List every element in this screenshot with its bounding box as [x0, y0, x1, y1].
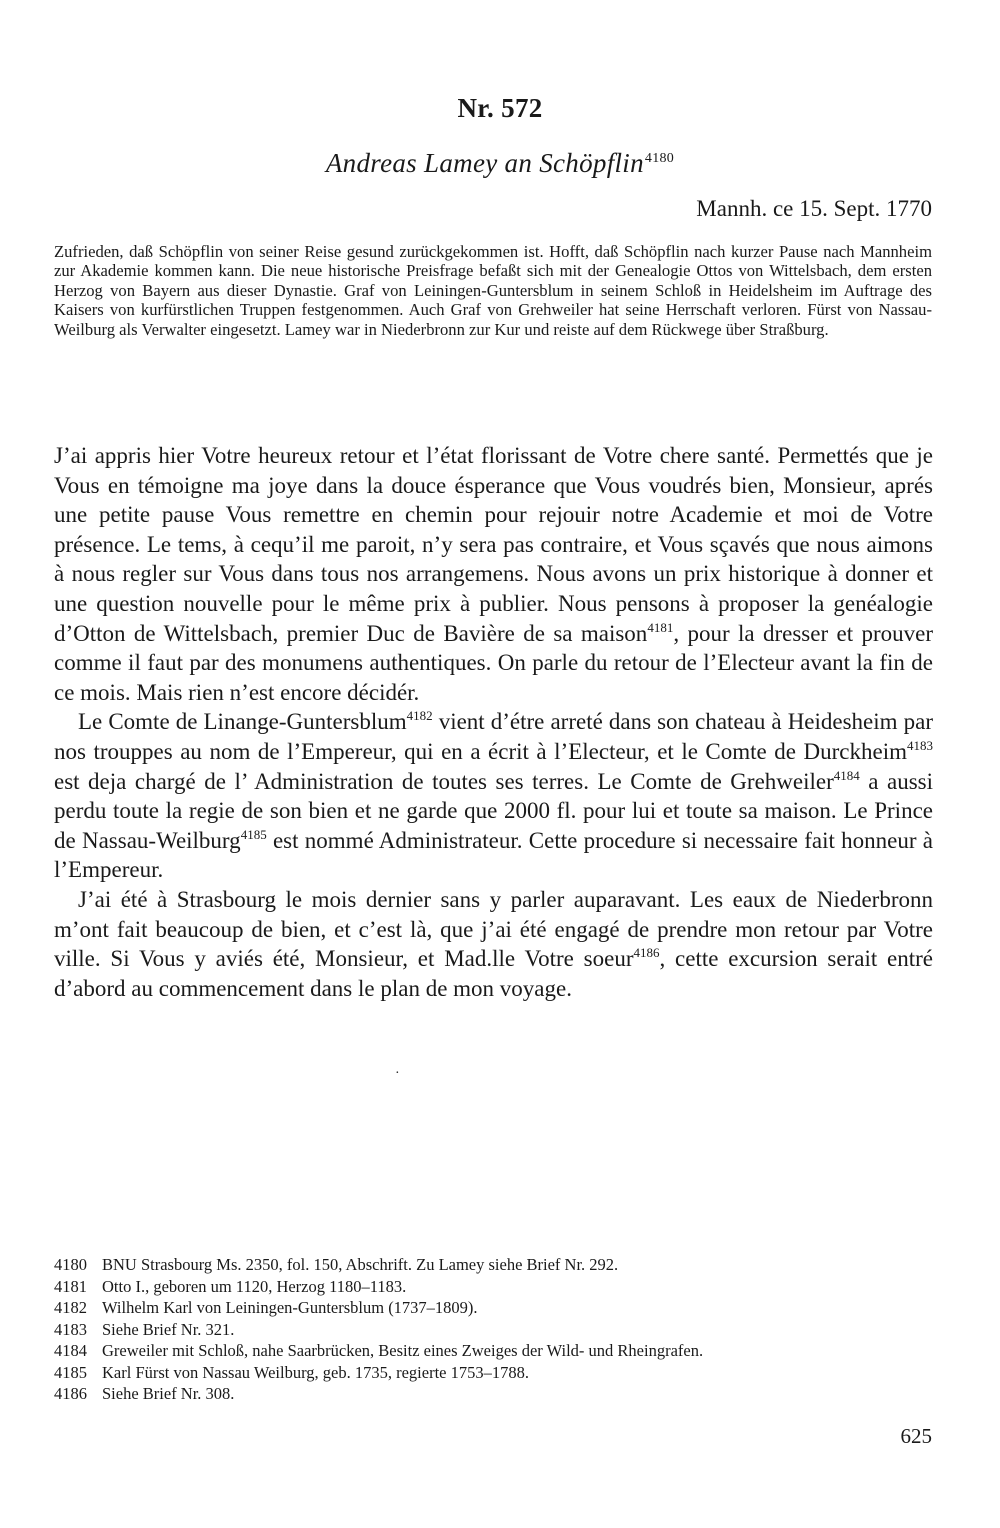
paragraph-text: est deja chargé de l’ Administration de toutes ses terres. Le Comte de Grehweiler — [54, 768, 834, 794]
footnote-text: Karl Fürst von Nassau Weilburg, geb. 1735, regierte 1753–1788. — [102, 1362, 529, 1382]
footnote-text: Otto I., geboren um 1120, Herzog 1180–1183. — [102, 1276, 407, 1296]
paragraph-text: , cette excursion serait entré d’abord au commencement dans le plan de mon voyage. — [54, 946, 933, 1001]
footnote-number: 4181 — [54, 1276, 87, 1296]
footnote — [54, 1276, 934, 1298]
footnote-number: 4183 — [54, 1319, 87, 1339]
paragraph-text: a aussi perdu toute la regie de son bien et ne garde que 2000 fl. pour lui et toute sa maison. Le Prince de Nassau-Weilburg — [54, 768, 933, 853]
footnote-text: Siehe Brief Nr. 308. — [102, 1384, 235, 1403]
footnote-ref: 4182 — [406, 708, 433, 724]
footnote-text: BNU Strasbourg Ms. 2350, fol. 150, Abschrift. Zu Lamey siehe Brief Nr. 292. — [102, 1255, 619, 1274]
paragraph-3 — [54, 885, 933, 1003]
footnote — [54, 1383, 934, 1405]
paragraph-text: Le Comte de Linange-Guntersblum — [78, 709, 407, 735]
footnote-text: Siehe Brief Nr. 321. — [102, 1319, 235, 1339]
paragraph-text: J’ai appris hier Votre heureux retour et l’état florissant de Votre chere santé. Permettés que je Vous en témoigne ma joye dans la douce ésperance que Vous voudrés bien, Monsieur, aprés une petite pause Vous remettre en chemin pour rejouir notre Academie et moi de Votre présence. Le tems, à cequ’il me paroit, n’y sera pas contraire, et Vous sçavés que nous aimons à nous regler sur Vous dans tous nos arrangemens. Nous avons un prix historique à donner et une question nouvelle pour le même prix à publier. Nous pensons à proposer la genéalogie d’Otton de Wittelsbach, premier Duc de Bavière de sa maison — [54, 443, 933, 646]
letter-number: Nr. 572 — [457, 93, 543, 123]
footnote-ref: 4183 — [907, 737, 933, 753]
german-summary: Zufrieden, daß Schöpflin von seiner Reise gesund zurückgekommen ist. Hofft, daß Schöpflin nach kurzer Pause nach Mannheim zur Akademie kommen kann. Die neue historische Preisfrage befaßt sich mit der Genealogie Ottos von Wittelsbach, dem ersten Herzog von Bayern aus dieser Dynastie. Graf von Leiningen-Guntersblum in seinem Schloß in Heidelsheim im Auftrage des Kaisers von kurfürstlichen Truppen festgenommen. Auch Graf von Grehweiler hat seine Herrschaft verloren. Fürst von Nassau-Weilburg als Verwalter eingesetzt. Lamey war in Niederbronn zur Kur und reiste auf dem Rückwege über Straßburg. — [54, 242, 932, 339]
footnote-number: 4184 — [54, 1341, 87, 1360]
footnote-ref: 4185 — [240, 826, 267, 842]
footnote — [54, 1254, 934, 1276]
paragraph-text: vient d’étre arreté dans son chateau à Heidesheim par nos trouppes au nom de l’Empereur, qui en a écrit à l’Electeur, et le Comte de Durckheim — [54, 709, 933, 764]
footnote — [54, 1319, 934, 1341]
paragraph-text: J’ai été à Strasbourg le mois dernier sans y parler auparavant. Les eaux de Niederbronn m’ont fait beaucoup de bien, et c’est là, que j’ai été engagé de prendre mon retour par Votre ville. Si Vous y aviés été, Monsieur, et Mad.lle Votre soeur — [54, 886, 933, 972]
footnote-number: 4185 — [54, 1362, 87, 1382]
paragraph-text: , pour la dresser et prouver comme il faut par des monumens authentiques. On parle du retour de l’Electeur avant la fin de ce mois. Mais rien n’est encore décidér. — [54, 620, 933, 705]
footnote-ref: 4181 — [647, 619, 674, 635]
paragraph-2 — [54, 707, 933, 885]
footnote — [54, 1362, 934, 1384]
footnote-number: 4180 — [54, 1255, 87, 1274]
paragraph-text: est nommé Administrateur. Cette procedure si necessaire fait honneur à l’Empereur. — [54, 827, 933, 883]
footnote-text: Greweiler mit Schloß, nahe Saarbrücken, Besitz eines Zweiges der Wild- und Rheingrafen. — [102, 1341, 704, 1360]
footnote-text: Wilhelm Karl von Leiningen-Guntersblum (1737–1809). — [102, 1298, 478, 1317]
footnote-number: 4182 — [54, 1298, 87, 1317]
page-number: 625 — [900, 1424, 932, 1448]
letter-title — [0, 148, 1000, 179]
footnote-ref: 4186 — [633, 945, 660, 961]
footnote-number: 4186 — [54, 1384, 87, 1403]
letter-body — [54, 441, 933, 1003]
title-footnote-ref: 4180 — [644, 151, 675, 166]
footnote — [54, 1297, 934, 1319]
footnote — [54, 1340, 934, 1362]
paragraph-1 — [54, 441, 933, 707]
footnotes — [54, 1254, 934, 1405]
footnote-ref: 4184 — [833, 767, 860, 783]
title-text: Andreas Lamey an Schöpflin — [325, 148, 644, 178]
letter-date: Mannh. ce 15. Sept. 1770 — [696, 196, 932, 221]
stray-mark: · — [395, 1066, 400, 1081]
